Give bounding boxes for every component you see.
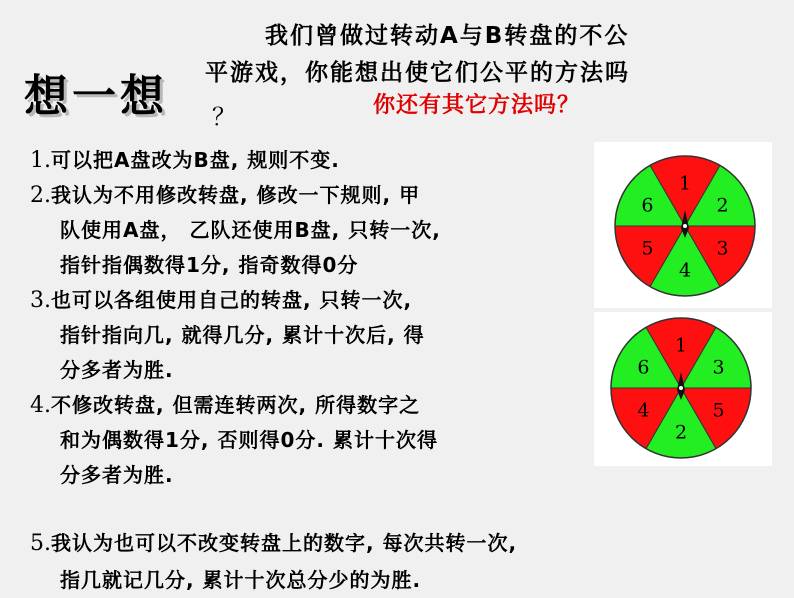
list-item (30, 525, 790, 598)
item-text: 分多者为胜. (60, 463, 174, 487)
wheel-a-sector-label: 1 (678, 172, 692, 195)
item-text: 指几就记几分, 累计十次总分少的为胜. (60, 568, 422, 592)
wheel-a-sector-label: 6 (641, 194, 654, 217)
intro-text (205, 18, 765, 92)
item-number: 4. (30, 393, 51, 418)
wheel-a-panel (594, 142, 772, 308)
item-number: 2. (30, 183, 51, 208)
wheel-a-sector-label: 4 (678, 259, 692, 282)
item-text: 不修改转盘, 但需连转两次, 所得数字之 (51, 393, 421, 417)
wheel-b-sector-label: 1 (674, 334, 688, 357)
intro-question-mark: ？ (212, 103, 236, 131)
wheel-a-sector-label: 3 (716, 237, 729, 260)
wheel-b-sector-label: 3 (712, 356, 725, 379)
list-item (30, 178, 590, 283)
item-text: 分多者为胜. (60, 358, 174, 382)
spinner-wheel-b (594, 312, 772, 466)
item-number: 3. (30, 288, 51, 313)
subtitle: 你还有其它方法吗？ (373, 93, 581, 118)
item-number: 1. (30, 148, 51, 173)
item-text: 和为偶数得1分, 否则得0分. 累计十次得 (60, 428, 438, 452)
intro-line-1: 我们曾做过转动A与B转盘的不公 (265, 23, 630, 49)
list-item (30, 283, 590, 388)
wheel-a-sector-label: 5 (641, 237, 654, 260)
wheel-b-hub (679, 386, 683, 390)
spinner-wheel-a (594, 142, 772, 308)
list-item (30, 388, 590, 493)
wheel-a-sector-label: 2 (716, 194, 729, 217)
item-number: 5. (30, 531, 51, 556)
wheel-a-hub (683, 224, 687, 228)
wheel-b-sector-label: 4 (637, 399, 650, 422)
method-list (30, 143, 590, 493)
item-text: 队使用A盘， 乙队还使用B盘, 只转一次, (60, 218, 441, 242)
item-text: 我认为不用修改转盘, 修改一下规则, 甲 (51, 183, 421, 207)
list-item (30, 143, 590, 178)
wheel-b-panel (594, 312, 772, 466)
item-text: 指针指向几, 就得几分, 累计十次后, 得 (60, 323, 425, 347)
wheel-b-sector-label: 5 (712, 399, 725, 422)
wheel-b-sector-label: 6 (637, 356, 650, 379)
item-text: 也可以各组使用自己的转盘, 只转一次, (51, 288, 413, 312)
intro-line-2: 平游戏，你能想出使它们公平的方法吗 (205, 60, 630, 86)
item-text: 可以把A盘改为B盘, 规则不变. (51, 148, 340, 172)
item-text: 我认为也可以不改变转盘上的数字, 每次共转一次, (51, 531, 518, 555)
wheel-b-sector-label: 2 (674, 421, 688, 444)
page-title: 想一想 (24, 71, 168, 122)
item-text: 指针指偶数得1分, 指奇数得0分 (60, 253, 359, 277)
